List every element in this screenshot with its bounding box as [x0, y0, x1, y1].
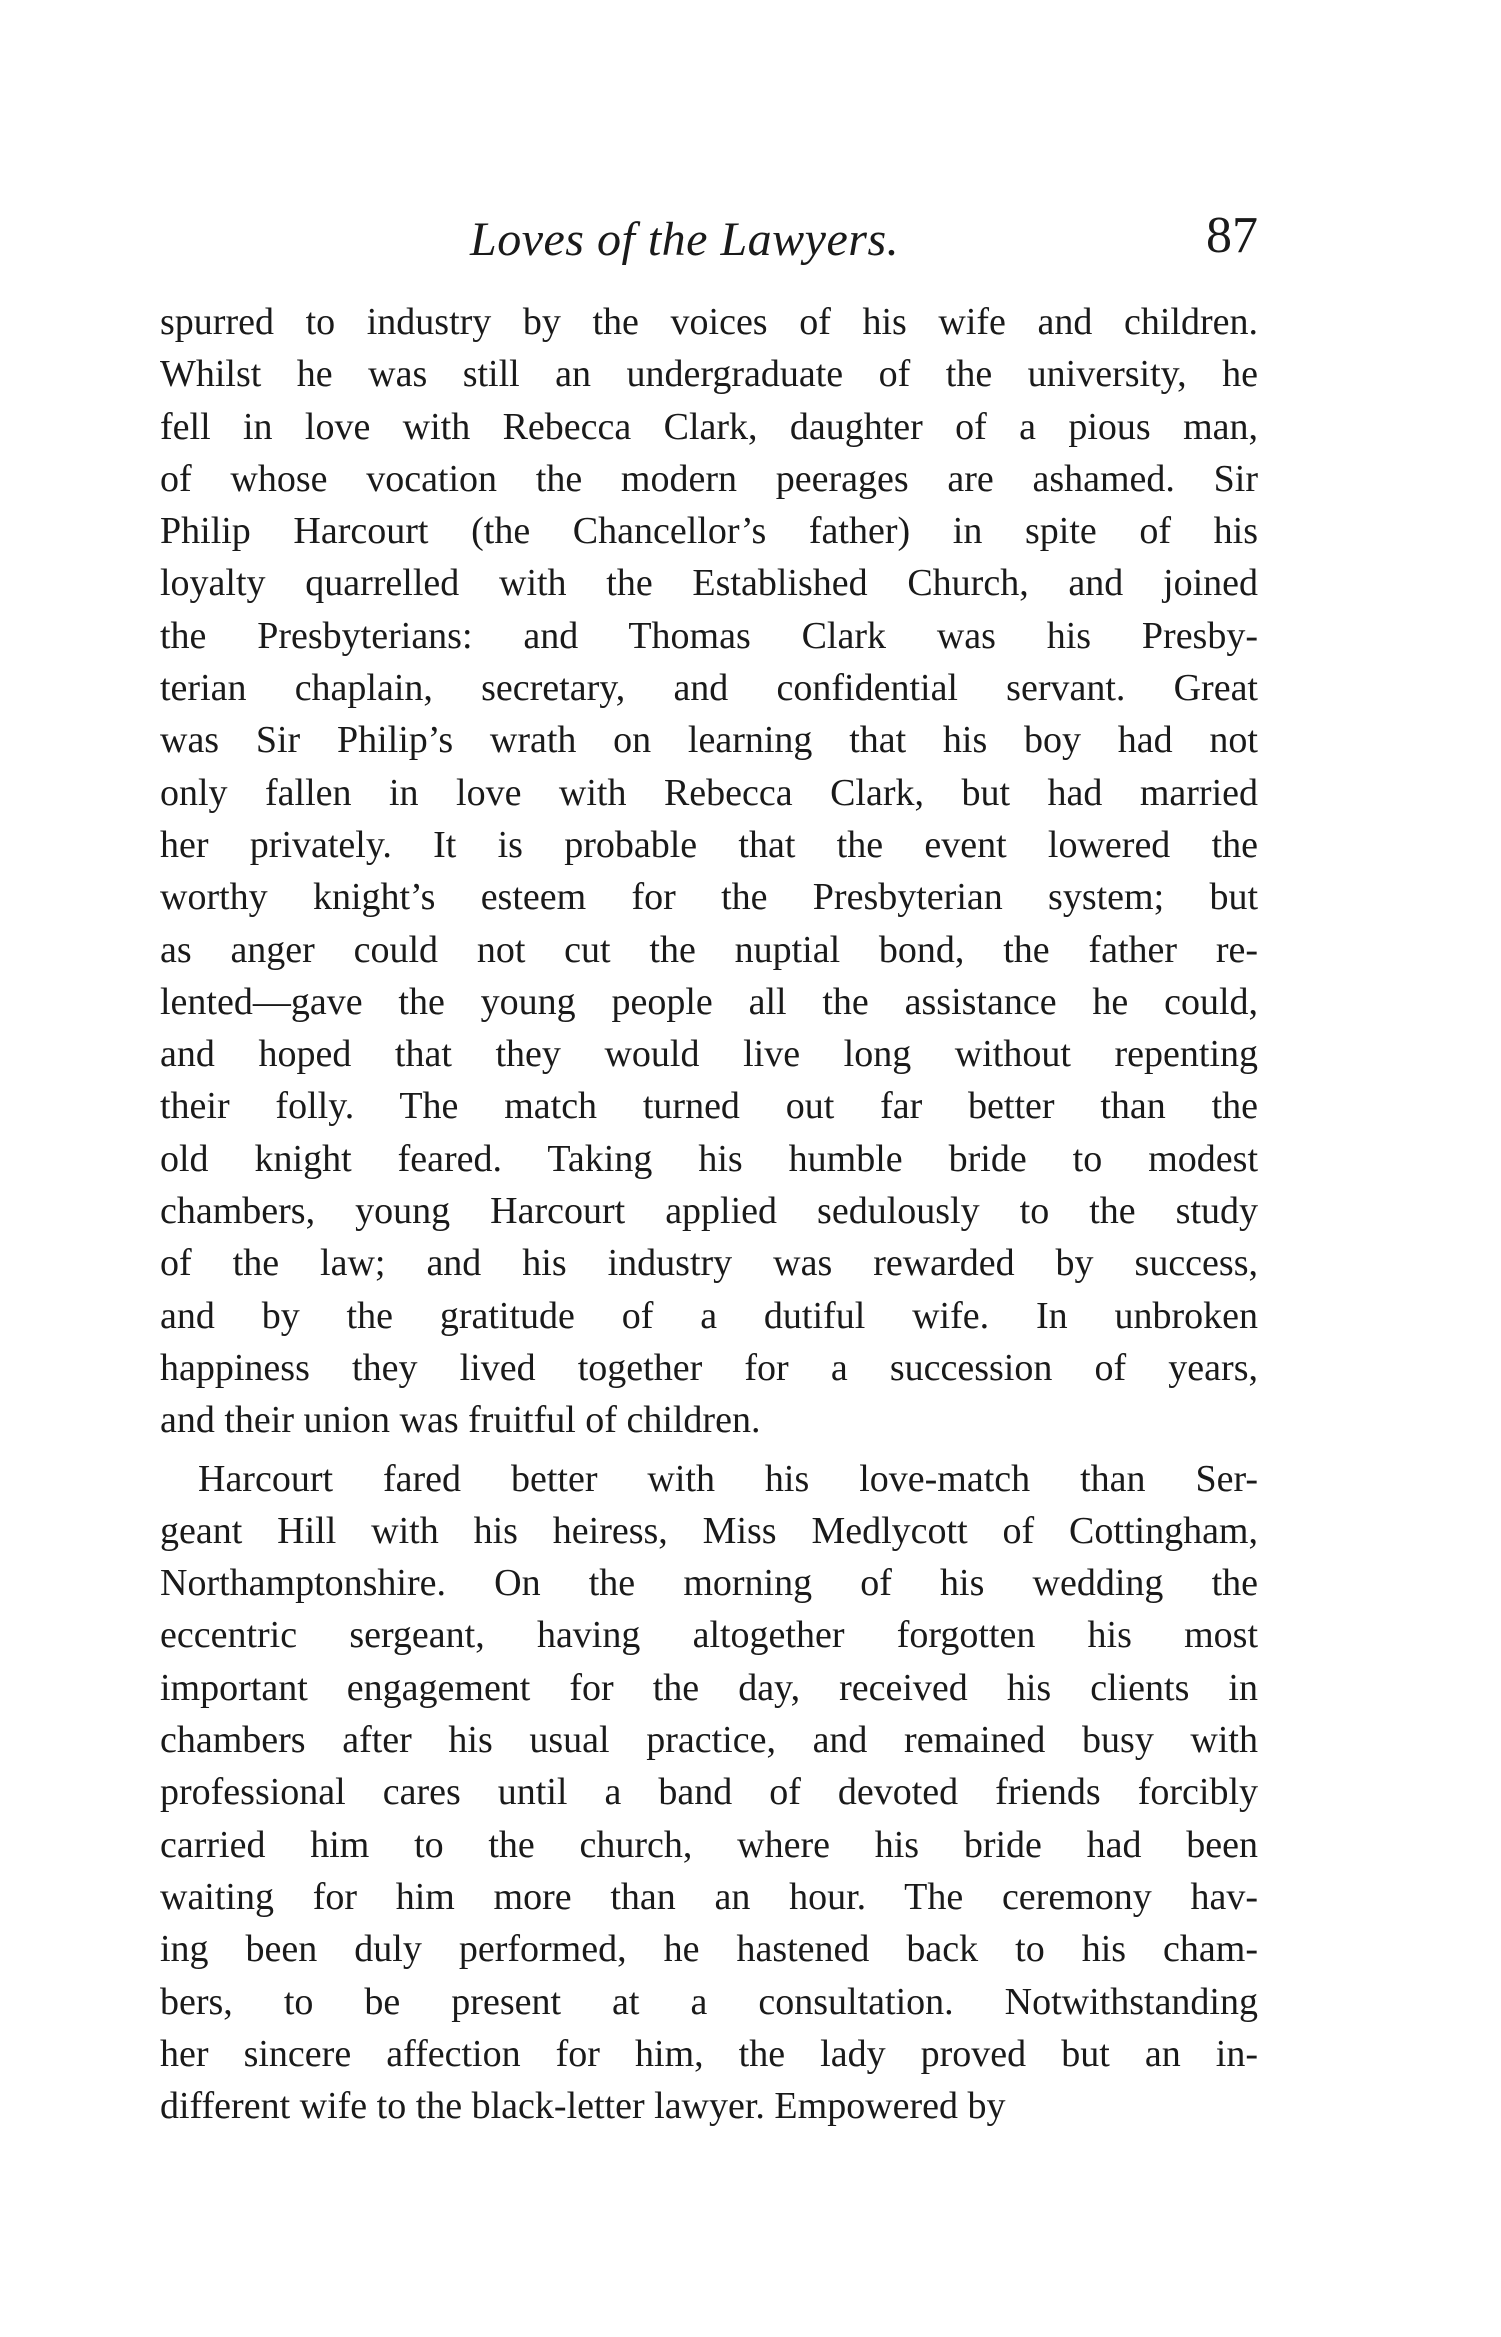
text-line: lented—gave the young people all the assistance he could, — [160, 980, 1258, 1023]
text-line: Philip Harcourt (the Chancellor’s father) in spite of his — [160, 510, 1258, 553]
text-line: terian chaplain, secretary, and confidential servant. Great — [160, 667, 1258, 710]
text-line: important engagement for the day, received his clients in — [160, 1666, 1258, 1709]
text-line: Northamptonshire. On the morning of his wedding the — [160, 1562, 1258, 1605]
text-line: waiting for him more than an hour. The ceremony hav- — [160, 1875, 1258, 1918]
text-line: chambers, young Harcourt applied sedulously to the study — [160, 1190, 1258, 1233]
text-line: and hoped that they would live long without repenting — [160, 1033, 1258, 1076]
text-line: eccentric sergeant, having altogether forgotten his most — [160, 1614, 1258, 1657]
text-line: as anger could not cut the nuptial bond, the father re- — [160, 928, 1258, 971]
text-line: spurred to industry by the voices of his wife and children. — [160, 301, 1258, 343]
text-line: and by the gratitude of a dutiful wife. In unbroken — [160, 1294, 1258, 1337]
text-line: was Sir Philip’s wrath on learning that his boy had not — [160, 719, 1258, 762]
paragraph — [160, 296, 1258, 1447]
text-line: professional cares until a band of devoted friends forcibly — [160, 1771, 1258, 1814]
text-line: old knight feared. Taking his humble bride to modest — [160, 1137, 1258, 1180]
text-line: ing been duly performed, he hastened back to his cham- — [160, 1928, 1258, 1971]
text-line: fell in love with Rebecca Clark, daughter of a pious man, — [160, 405, 1258, 448]
text-line: chambers after his usual practice, and remained busy with — [160, 1719, 1258, 1762]
text-line: Whilst he was still an undergraduate of the university, he — [160, 353, 1258, 396]
text-line: loyalty quarrelled with the Established Church, and joined — [160, 562, 1258, 605]
text-line: different wife to the black-letter lawyer. Empowered by — [160, 2085, 1006, 2128]
text-line: of whose vocation the modern peerages are ashamed. Sir — [160, 457, 1258, 500]
text-line: of the law; and his industry was rewarded by success, — [160, 1242, 1258, 1285]
text-line: geant Hill with his heiress, Miss Medlycott of Cottingham, — [160, 1509, 1258, 1552]
text-line: Harcourt fared better with his love-match than Ser- — [198, 1457, 1258, 1500]
text-line: her sincere affection for him, the lady proved but an in- — [160, 2032, 1258, 2075]
body-text — [160, 296, 1258, 2132]
text-line: happiness they lived together for a succession of years, — [160, 1346, 1258, 1389]
text-line: and their union was fruitful of children. — [160, 1399, 761, 1442]
text-line: her privately. It is probable that the event lowered the — [160, 823, 1258, 866]
text-line: the Presbyterians: and Thomas Clark was his Presby- — [160, 614, 1258, 657]
text-line: carried him to the church, where his bride had been — [160, 1823, 1258, 1866]
page-number: 87 — [1206, 207, 1258, 264]
text-line: only fallen in love with Rebecca Clark, but had married — [160, 771, 1258, 814]
running-title: Loves of the Lawyers. — [470, 213, 900, 266]
text-line: their folly. The match turned out far better than the — [160, 1085, 1258, 1128]
text-line: worthy knight’s esteem for the Presbyterian system; but — [160, 876, 1258, 919]
paragraph — [160, 1453, 1258, 2133]
text-line: bers, to be present at a consultation. Notwithstanding — [160, 1980, 1258, 2023]
